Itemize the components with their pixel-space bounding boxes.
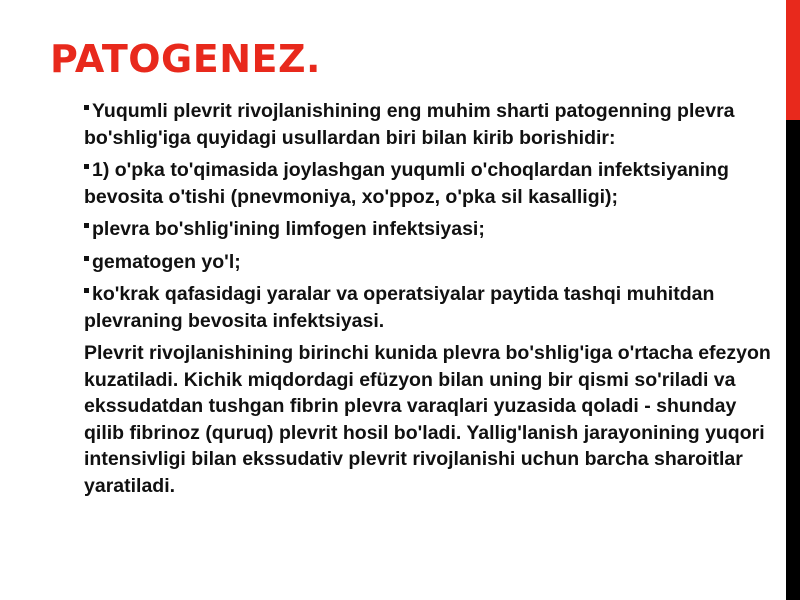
side-accent-bar-black <box>786 120 800 600</box>
slide-title: PATOGENEZ. <box>50 37 321 81</box>
body-paragraph: Plevrit rivojlanishining birinchi kunida plevra bo'shlig'iga o'rtacha efezyon kuzatiladi. Kichik miqdordagi efüzyon bilan uning bir qismi so'riladi va ekssudatdan tushgan fibrin plevra varaqlari yuzasida qoladi - shunday qilib fibrinoz (quruq) plevrit hosil bo'ladi. Yallig'lanish jarayonining yuqori intensivligi bilan ekssudativ plevrit rivojlanishi uchun barcha sharoitlar yaratiladi. <box>84 342 771 497</box>
square-bullet-icon <box>84 256 89 261</box>
bullet-item <box>84 98 774 151</box>
bullet-item <box>84 249 774 276</box>
bullet-item <box>84 281 774 334</box>
square-bullet-icon <box>84 288 89 293</box>
bullet-text: gematogen yo'l; <box>92 250 241 273</box>
bullet-item <box>84 216 774 243</box>
side-accent-bar-red <box>786 0 800 120</box>
bullet-text: ko'krak qafasidagi yaralar va operatsiyalar paytida tashqi muhitdan plevraning bevosita infektsiyasi. <box>84 283 715 332</box>
bullet-text: Yuqumli plevrit rivojlanishining eng muhim sharti patogenning plevra bo'shlig'iga quyidagi usullardan biri bilan kirib borishidir: <box>84 100 735 149</box>
bullet-text: 1) o'pka to'qimasida joylashgan yuqumli o'choqlardan infektsiyaning bevosita o'tishi (pnevmoniya, xo'ppoz, o'pka sil kasalligi); <box>84 159 729 208</box>
square-bullet-icon <box>84 105 89 110</box>
square-bullet-icon <box>84 223 89 228</box>
square-bullet-icon <box>84 164 89 169</box>
bullet-text: plevra bo'shlig'ining limfogen infektsiyasi; <box>92 218 485 240</box>
bullet-item <box>84 157 774 210</box>
slide-content <box>84 98 774 499</box>
